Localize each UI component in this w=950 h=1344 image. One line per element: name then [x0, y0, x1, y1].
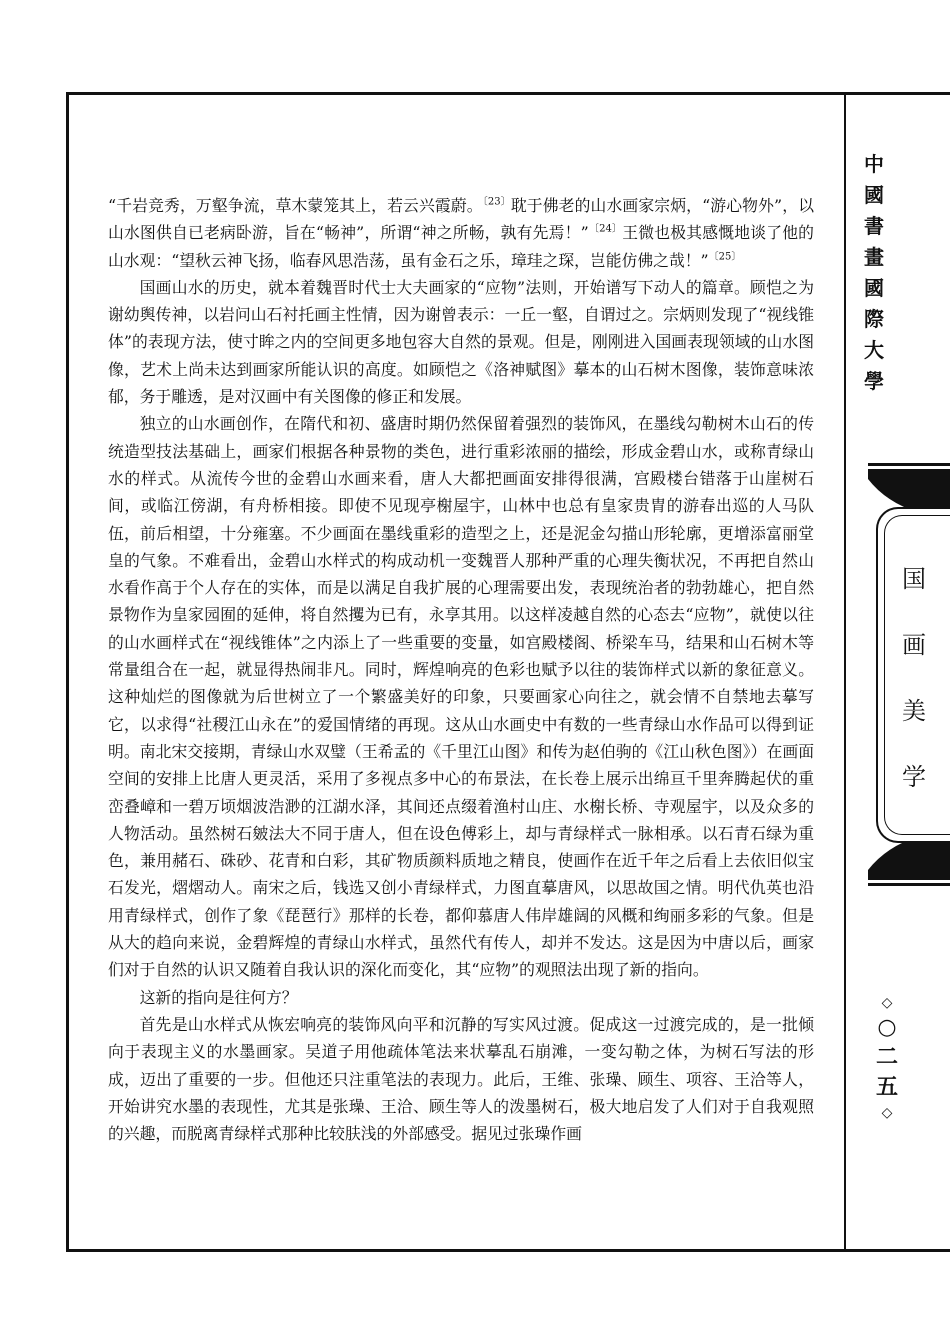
school-name-char: 畫 — [864, 245, 884, 269]
title-ornament-bottom — [868, 840, 950, 892]
school-name-char: 國 — [864, 276, 884, 300]
paragraph — [108, 192, 814, 274]
paragraph-text: 独立的山水画创作，在隋代和初、盛唐时期仍然保留着强烈的装饰风，在墨线勾勒树木山石的传统造型技法基础上，画家们根据各种景物的类色，进行重彩浓丽的描绘，形成金碧山水，或称青绿山水的样式。从流传今世的金碧山水画来看，唐人大都把画面安排得很满，宫殿楼台错落于山崖树石间，或临江傍湖，有舟桥相接。即使不见现亭榭屋宇，山林中也总有皇家贵胄的游春出巡的人马队伍，前后相望，十分雍塞。不少画面在墨线重彩的造型之上，还是泥金勾描山形轮廓，更增添富丽堂皇的气象。不难看出，金碧山水样式的构成动机一变魏晋人那种严重的心理失衡状况，不再把自然山水看作高于个人存在的实体，而是以满足自我扩展的心理需要出发，表现统治者的勃勃雄心，把自然景物作为皇家园囿的延伸，将自然攫为已有，永享其用。以这样凌越自然的心态去“应物”，就使以往的山水画样式在“视线锥体”之内添上了一些重要的变量，如宫殿楼阁、桥梁车马，结果和山石树木等常量组合在一起，就显得热闹非凡。同时，辉煌响亮的色彩也赋予以往的装饰样式以新的象征意义。这种灿烂的图像就为后世树立了一个繁盛美好的印象，只要画家心向往之，就会情不自禁地去摹写它，以求得“社稷江山永在”的爱国情绪的再现。这从山水画史中有数的一些青绿山水作品可以得到证明。南北宋交接期，青绿山水双璧（王希孟的《千里江山图》和传为赵伯驹的《江山秋色图》）在画面空间的安排上比唐人更灵活，采用了多视点多中心的布景法，在长卷上展示出绵亘千里奔腾起伏的重峦叠嶂和一碧万顷烟波浩渺的江湖水泽，其间还点缀着渔村山庄、水榭长桥、寺观屋宇，以及众多的人物活动。虽然树石皴法大不同于唐人，但在设色傅彩上，却与青绿样式一脉相承。以石青石绿为重色，兼用赭石、硃砂、花青和白彩，其矿物质颜料质地之精良，使画作在近千年之后看上去依旧似宝石发光，熠熠动人。南宋之后，钱选又创小青绿样式，力图直摹唐风，以思故国之情。明代仇英也沿用青绿样式，创作了象《琵琶行》那样的长卷，都仰慕唐人伟岸雄阔的风概和绚丽多彩的气象。但是从大的趋向来说，金碧辉煌的青绿山水样式，虽然代有传人，却并不发达。这是因为中唐以后，画家们对于自然的认识又随着自我认识的深化而变化，其“应物”的观照法出现了新的指向。 — [108, 414, 814, 980]
school-name — [846, 149, 902, 397]
book-title-char: 国 — [902, 564, 926, 593]
paragraph-text: “千岩竞秀，万壑争流，草木蒙笼其上，若云兴霞蔚。 — [108, 196, 483, 215]
page-number-char: ○ — [877, 1015, 897, 1040]
diamond-icon: ◇ — [881, 1105, 893, 1121]
book-title-char: 美 — [902, 696, 926, 725]
school-name-char: 大 — [864, 338, 884, 362]
footnote-ref: 〔24〕 — [588, 224, 623, 236]
title-ornament-top — [868, 457, 950, 509]
paragraph-text: 这新的指向是往何方？ — [139, 987, 298, 1007]
book-title-box — [876, 507, 950, 843]
paragraph — [108, 274, 814, 410]
school-name-char: 書 — [864, 214, 884, 238]
diamond-icon: ◇ — [881, 995, 893, 1011]
school-name-char: 學 — [864, 369, 884, 393]
school-name-char: 中 — [864, 152, 884, 176]
page-number-char: 五 — [875, 1075, 898, 1100]
paragraph-text: 耽于佛老的山水画家宗炳，“游心物外”，以山水图供自已老病卧游，旨在“畅神”，所谓“神之所畅，孰有先焉！” — [108, 196, 814, 243]
paragraph — [108, 984, 814, 1011]
paragraph — [108, 410, 814, 983]
book-title — [878, 509, 950, 841]
paragraph — [108, 1011, 814, 1147]
school-name-char: 際 — [864, 307, 884, 331]
book-title-char: 学 — [902, 762, 926, 791]
footnote-ref: 〔23〕 — [482, 196, 511, 208]
page-number-char: 二 — [875, 1045, 898, 1070]
school-name-char: 國 — [864, 183, 884, 207]
footnote-ref: 〔25〕 — [708, 251, 742, 263]
paragraph-text: 王微也极其感慨地谈了他的山水观：“望秋云神飞扬，临春风思浩荡，虽有金石之乐，璋珪之琛，岂能仿佛之哉！” — [108, 223, 814, 270]
paragraph-text: 国画山水的历史，就本着魏晋时代士大夫画家的“应物”法则，开始谱写下动人的篇章。顾恺之为谢幼舆传神，以岩问山石衬托画主性情，因为谢曾表示：一丘一壑，自谓过之。宗炳则发现了“视线锥体”的表现方法，使寸眸之内的空间更多地包容大自然的景观。但是，刚刚进入国画表现领域的山水图像，艺术上尚未达到画家所能认识的高度。如顾恺之《洛神赋图》摹本的山石树木图像，装饰意味浓郁，务于雕透，是对汉画中有关图像的修正和发展。 — [108, 277, 814, 407]
sidebar — [846, 95, 950, 1249]
body-text — [108, 192, 814, 1147]
paragraph-text: 首先是山水样式从恢宏响亮的装饰风向平和沉静的写实风过渡。促成这一过渡完成的，是一批倾向于表现主义的水墨画家。吴道子用他疏体笔法来状摹乱石崩滩，一变勾勒之体，为树石写法的形成，迈出了重要的一步。但他还只注重笔法的表现力。此后，王维、张璪、顾生、项容、王洽等人，开始讲究水墨的表现性，尤其是张璪、王洽、顾生等人的泼墨树石，极大地启发了人们对于自我观照的兴趣，而脱离青绿样式那种比较肤浅的外部感受。据见过张璪作画 — [108, 1014, 814, 1144]
book-title-char: 画 — [902, 630, 926, 659]
page-number — [864, 993, 910, 1123]
